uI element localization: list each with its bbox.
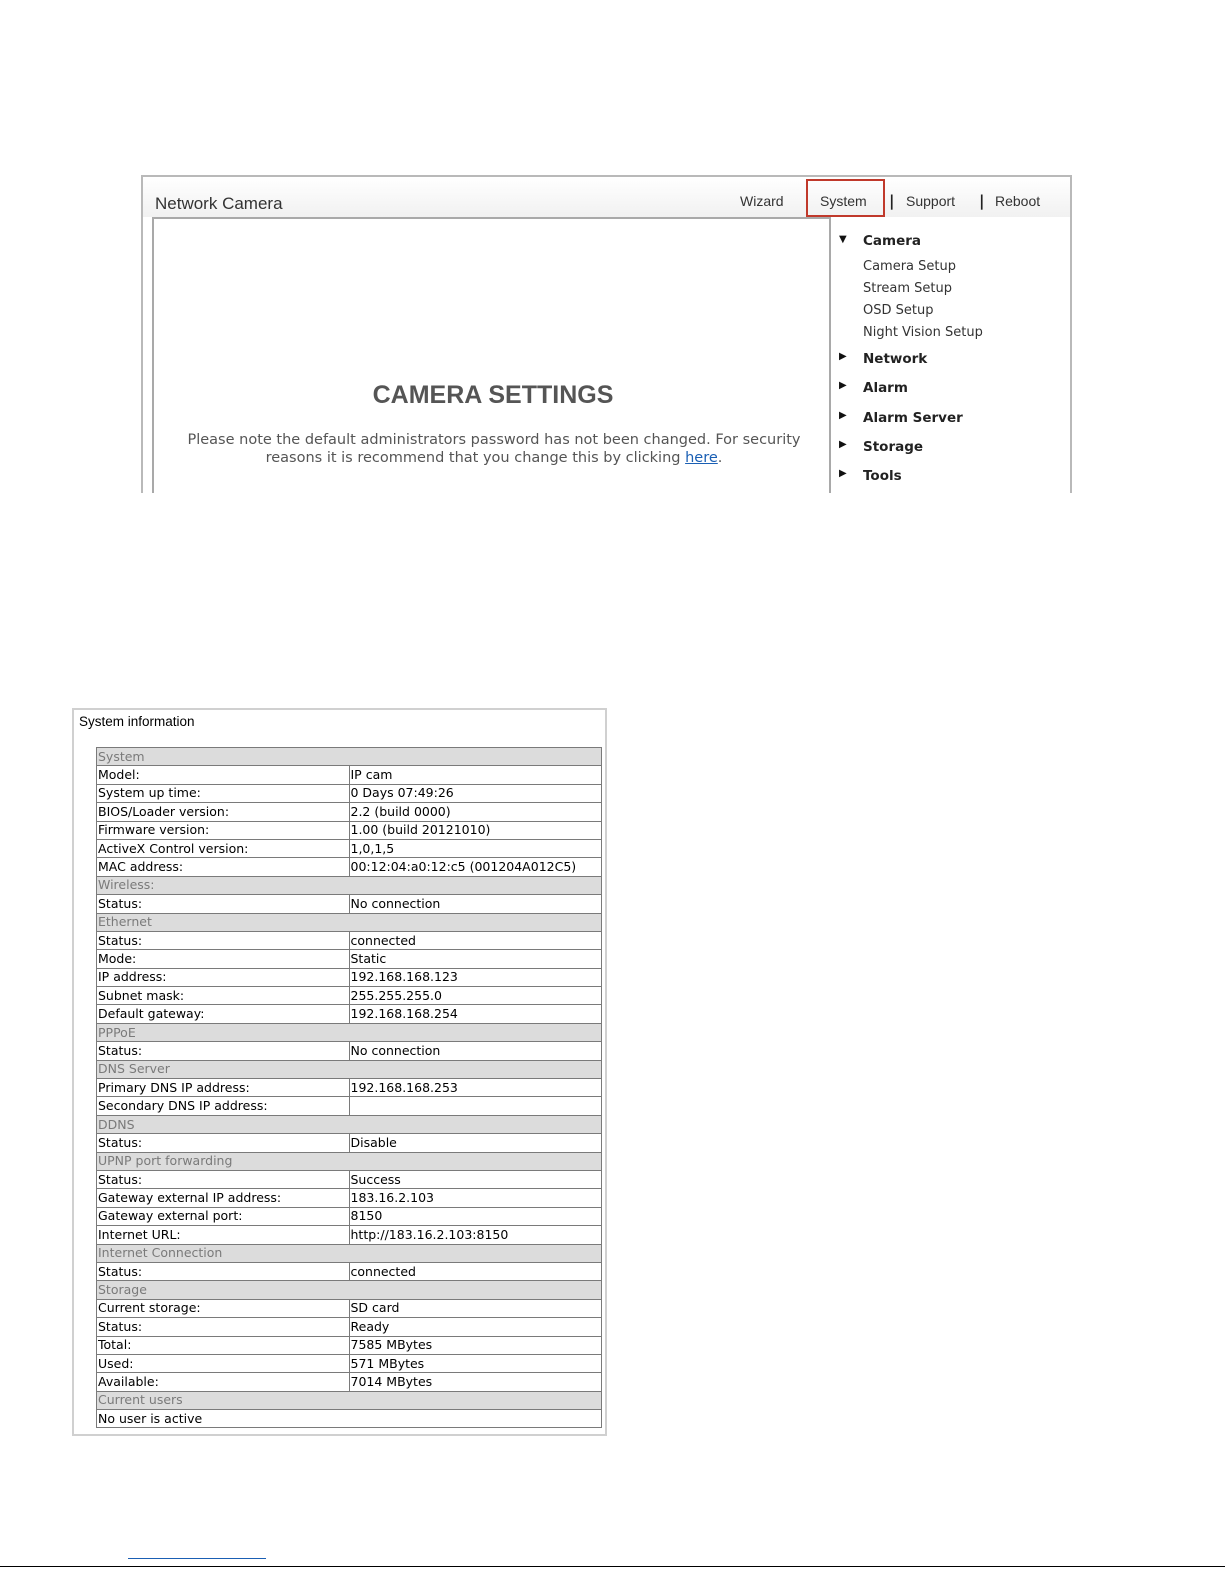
panel-title: System information: [79, 714, 195, 729]
row-value: connected: [349, 931, 602, 949]
row-label: Status:: [97, 1170, 350, 1188]
row-label: Current storage:: [97, 1299, 350, 1317]
section-header-row: [97, 1060, 602, 1078]
row-label: ActiveX Control version:: [97, 839, 350, 857]
nav-separator: |: [979, 192, 985, 210]
section-header: Ethernet: [97, 913, 602, 931]
table-row: [97, 1410, 602, 1428]
row-value: 8150: [349, 1207, 602, 1225]
row-value: 1.00 (build 20121010): [349, 821, 602, 839]
row-value: 00:12:04:a0:12:c5 (001204A012C5): [349, 858, 602, 876]
camera-ui-window: [141, 175, 1072, 493]
footer-divider: [0, 1566, 1225, 1567]
nav-separator: |: [889, 192, 895, 210]
section-header: DDNS: [97, 1115, 602, 1133]
notice-end: .: [717, 450, 723, 466]
section-header: System: [97, 748, 602, 766]
footer-link-underline: [128, 1558, 266, 1559]
main-content: [152, 217, 832, 493]
sidebar-menu: [829, 217, 1072, 493]
table-row: [97, 803, 602, 821]
section-header-row: [97, 876, 602, 894]
row-label: Gateway external IP address:: [97, 1189, 350, 1207]
row-label: Gateway external port:: [97, 1207, 350, 1225]
sidebar-group-network[interactable]: Network: [863, 351, 928, 367]
row-value: No connection: [349, 1042, 602, 1060]
row-value: 2.2 (build 0000): [349, 803, 602, 821]
table-row: [97, 1354, 602, 1372]
table-row: [97, 950, 602, 968]
section-header-row: [97, 1391, 602, 1409]
row-value: Success: [349, 1170, 602, 1188]
table-row: [97, 895, 602, 913]
section-header-row: [97, 1023, 602, 1041]
row-label: Subnet mask:: [97, 987, 350, 1005]
row-label: Default gateway:: [97, 1005, 350, 1023]
top-header: [143, 177, 1070, 217]
row-value: 192.168.168.253: [349, 1079, 602, 1097]
table-row: [97, 766, 602, 784]
table-row: [97, 784, 602, 802]
row-label: MAC address:: [97, 858, 350, 876]
password-notice: [174, 431, 814, 467]
row-label: Status:: [97, 931, 350, 949]
table-row: [97, 987, 602, 1005]
row-value: 571 MBytes: [349, 1354, 602, 1372]
table-row: [97, 1262, 602, 1280]
section-header: DNS Server: [97, 1060, 602, 1078]
nav-system-link[interactable]: System: [820, 193, 867, 209]
section-header-row: [97, 913, 602, 931]
table-row: [97, 1170, 602, 1188]
table-row: [97, 931, 602, 949]
row-value: No user is active: [97, 1410, 602, 1428]
row-value: connected: [349, 1262, 602, 1280]
section-header-row: [97, 748, 602, 766]
row-label: Mode:: [97, 950, 350, 968]
sidebar-group-camera[interactable]: Camera: [863, 233, 922, 249]
sidebar-group-tools[interactable]: Tools: [863, 468, 902, 484]
table-row: [97, 1097, 602, 1115]
nav-reboot-link[interactable]: Reboot: [995, 193, 1041, 209]
notice-text: Please note the default administrators password has not been changed. For security reasons it is recommend that you change this by clicking: [187, 432, 801, 466]
table-row: [97, 1079, 602, 1097]
sidebar-item-osd-setup[interactable]: OSD Setup: [863, 303, 934, 318]
row-value: Disable: [349, 1134, 602, 1152]
sidebar-item-stream-setup[interactable]: Stream Setup: [863, 281, 953, 296]
app-title: Network Camera: [155, 194, 283, 213]
row-value: Static: [349, 950, 602, 968]
table-row: [97, 968, 602, 986]
page-title: CAMERA SETTINGS: [372, 381, 614, 409]
section-header: UPNP port forwarding: [97, 1152, 602, 1170]
row-value: 192.168.168.123: [349, 968, 602, 986]
row-label: Status:: [97, 1042, 350, 1060]
row-label: BIOS/Loader version:: [97, 803, 350, 821]
row-label: Status:: [97, 1262, 350, 1280]
chevron-right-icon: ▶: [839, 468, 847, 479]
section-header: Wireless:: [97, 876, 602, 894]
table-row: [97, 1226, 602, 1244]
sidebar-group-storage[interactable]: Storage: [863, 439, 924, 455]
system-info-table: [96, 747, 602, 1428]
row-label: Model:: [97, 766, 350, 784]
sidebar-item-night-vision-setup[interactable]: Night Vision Setup: [863, 325, 983, 340]
table-row: [97, 1318, 602, 1336]
table-row: [97, 858, 602, 876]
row-label: Status:: [97, 1134, 350, 1152]
row-value: 183.16.2.103: [349, 1189, 602, 1207]
chevron-right-icon: ▶: [839, 439, 847, 450]
chevron-right-icon: ▶: [839, 380, 847, 391]
row-value: 7585 MBytes: [349, 1336, 602, 1354]
table-row: [97, 839, 602, 857]
row-label: Secondary DNS IP address:: [97, 1097, 350, 1115]
row-value: IP cam: [349, 766, 602, 784]
section-header: Storage: [97, 1281, 602, 1299]
section-header: PPPoE: [97, 1023, 602, 1041]
chevron-right-icon: ▶: [839, 351, 847, 362]
table-row: [97, 1336, 602, 1354]
table-row: [97, 1189, 602, 1207]
row-label: Used:: [97, 1354, 350, 1372]
nav-support-link[interactable]: Support: [906, 193, 956, 209]
row-value: 0 Days 07:49:26: [349, 784, 602, 802]
row-label: IP address:: [97, 968, 350, 986]
sidebar-group-alarm[interactable]: Alarm: [863, 380, 908, 396]
row-value: http://183.16.2.103:8150: [349, 1226, 602, 1244]
row-value: SD card: [349, 1299, 602, 1317]
chevron-right-icon: ▶: [839, 410, 847, 421]
table-row: [97, 1373, 602, 1391]
row-value: 1,0,1,5: [349, 839, 602, 857]
section-header-row: [97, 1244, 602, 1262]
section-header-row: [97, 1115, 602, 1133]
row-label: Total:: [97, 1336, 350, 1354]
table-row: [97, 1299, 602, 1317]
chevron-down-icon: ▼: [839, 234, 847, 245]
table-row: [97, 1042, 602, 1060]
row-label: Internet URL:: [97, 1226, 350, 1244]
section-header: Internet Connection: [97, 1244, 602, 1262]
row-label: System up time:: [97, 784, 350, 802]
table-row: [97, 1005, 602, 1023]
sidebar-item-camera-setup[interactable]: Camera Setup: [863, 259, 956, 274]
row-value: No connection: [349, 895, 602, 913]
table-row: [97, 1134, 602, 1152]
nav-wizard-link[interactable]: Wizard: [740, 193, 784, 209]
table-row: [97, 1207, 602, 1225]
table-row: [97, 821, 602, 839]
section-header: Current users: [97, 1391, 602, 1409]
change-password-link[interactable]: here: [685, 450, 718, 466]
row-label: Status:: [97, 1318, 350, 1336]
sidebar-group-alarm-server[interactable]: Alarm Server: [863, 410, 963, 426]
row-label: Status:: [97, 895, 350, 913]
system-information-panel: [72, 708, 607, 1436]
row-value: 192.168.168.254: [349, 1005, 602, 1023]
row-value: 7014 MBytes: [349, 1373, 602, 1391]
row-value: Ready: [349, 1318, 602, 1336]
row-label: Primary DNS IP address:: [97, 1079, 350, 1097]
section-header-row: [97, 1281, 602, 1299]
row-value: 255.255.255.0: [349, 987, 602, 1005]
section-header-row: [97, 1152, 602, 1170]
row-label: Firmware version:: [97, 821, 350, 839]
row-value: [349, 1097, 602, 1115]
row-label: Available:: [97, 1373, 350, 1391]
